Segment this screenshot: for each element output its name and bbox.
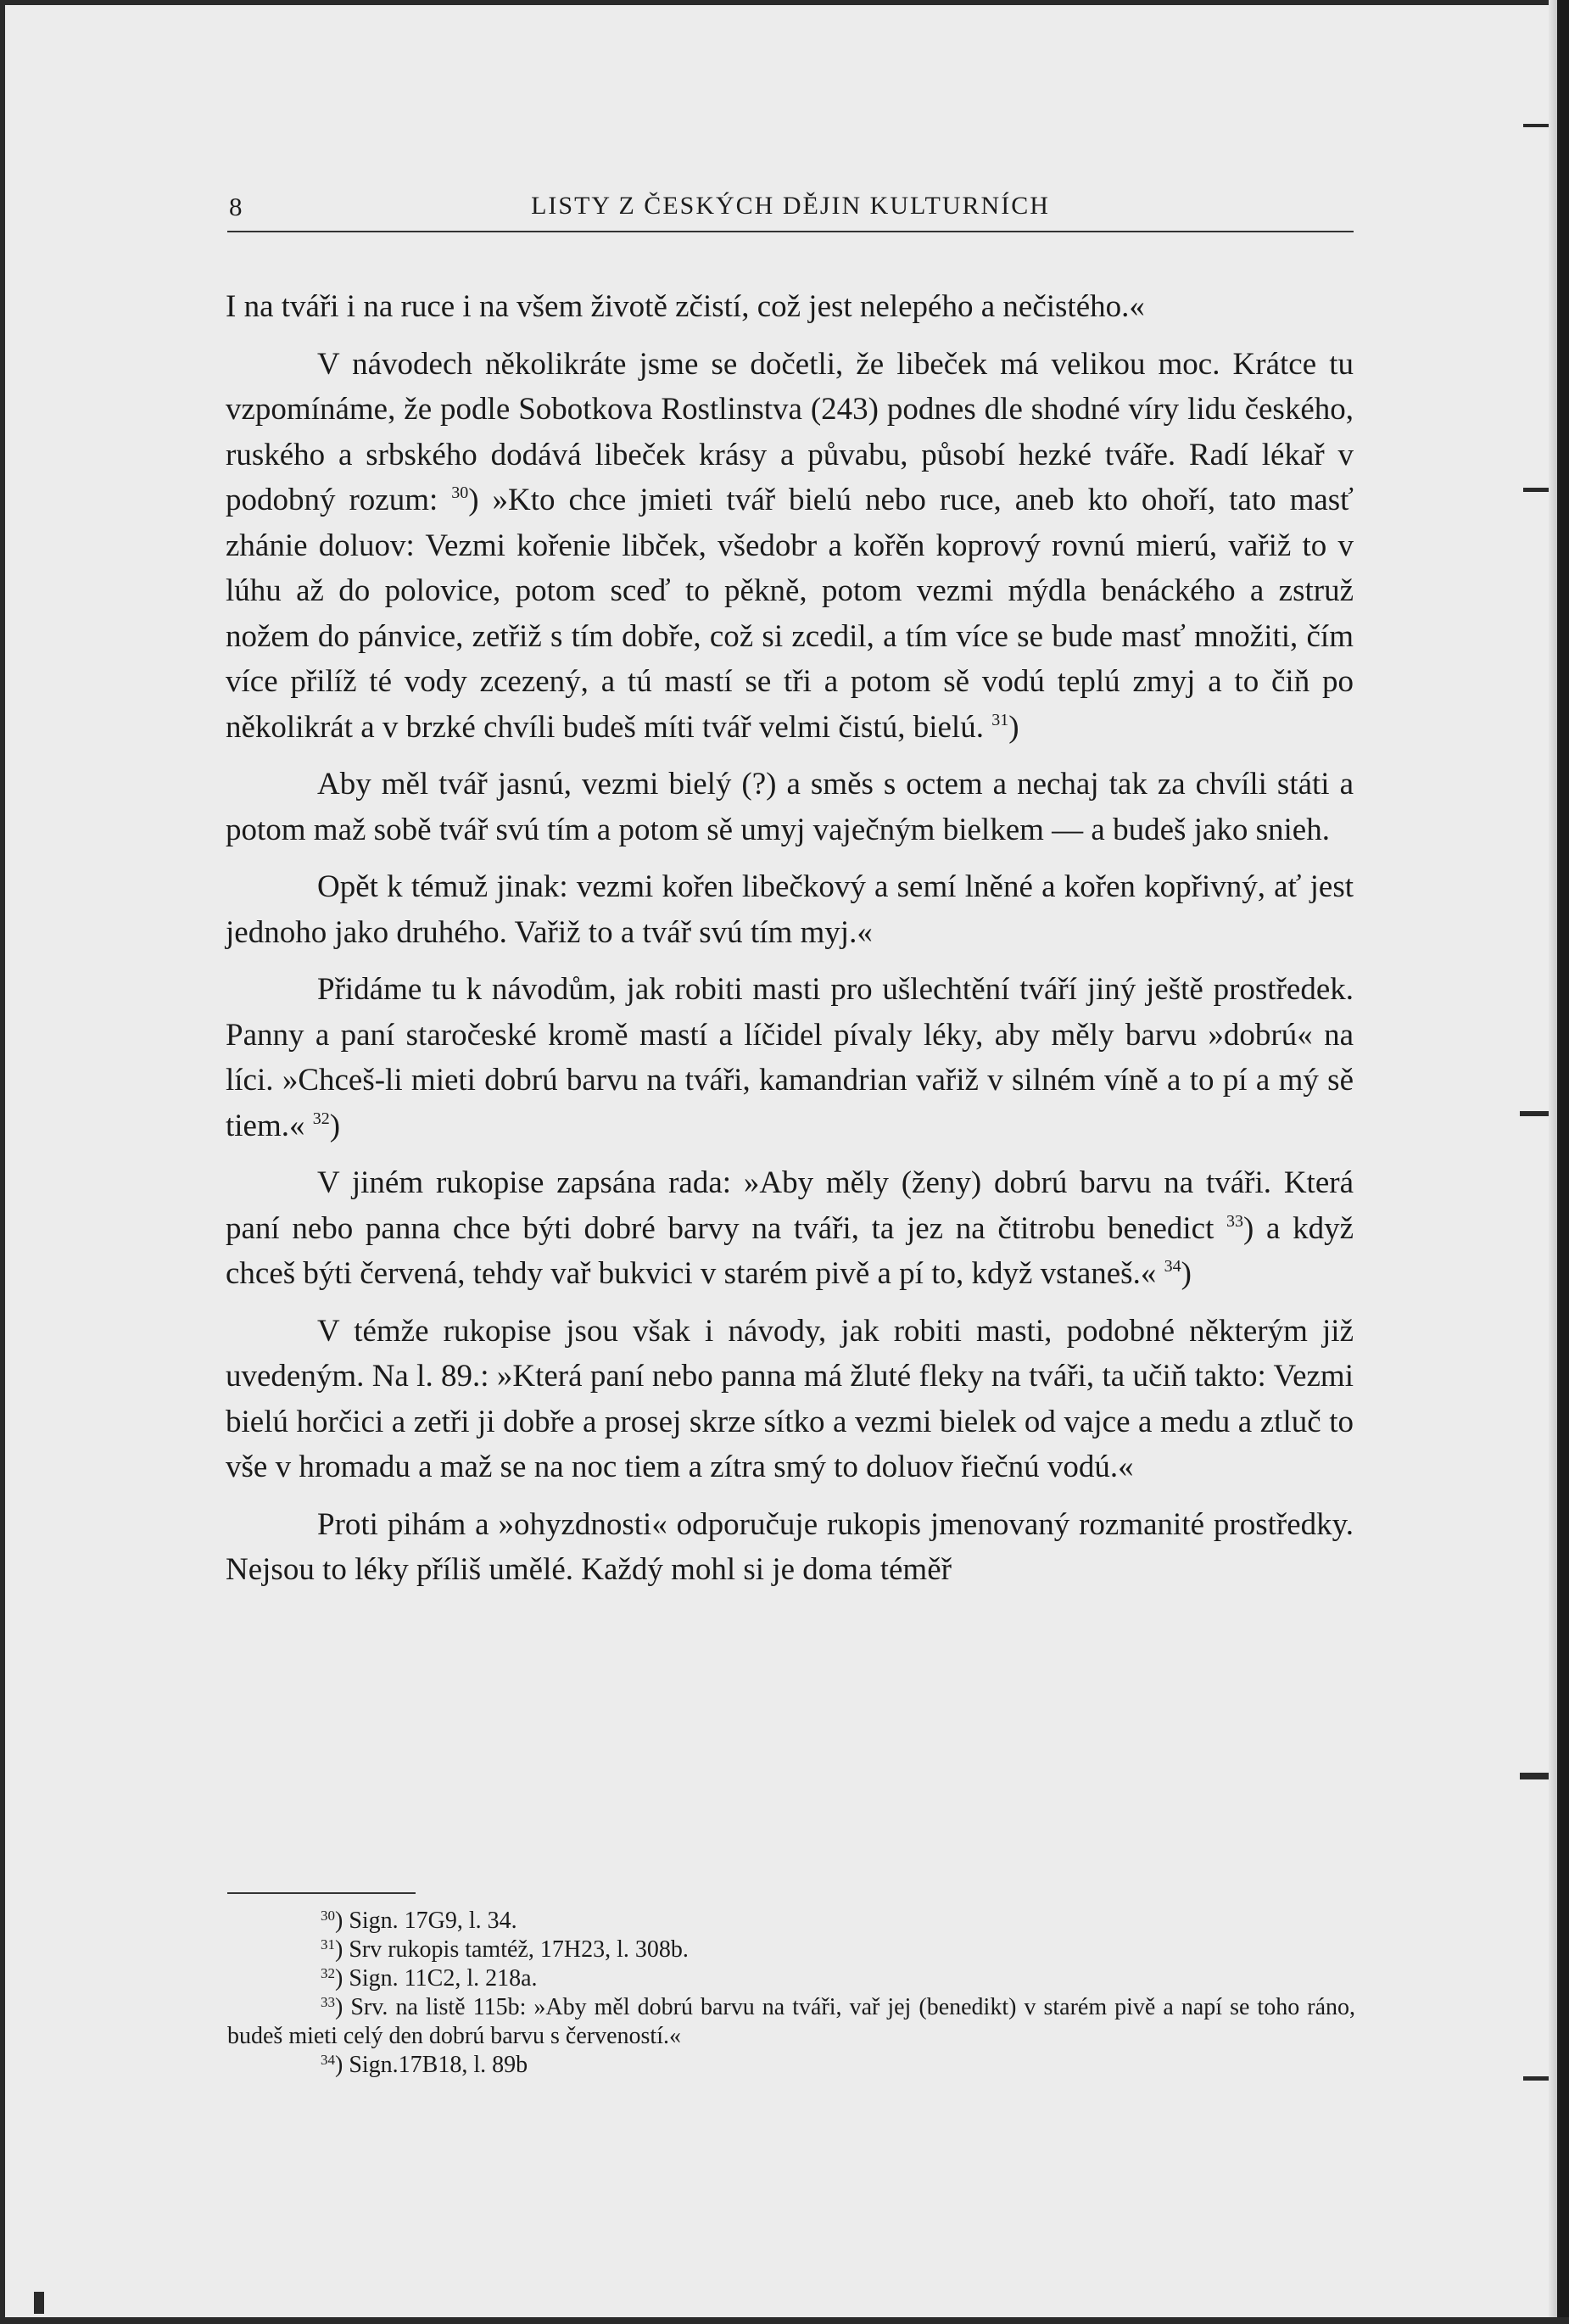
paragraph [226,967,1354,1148]
paragraph-text: V jiném rukopise zapsána rada: »Aby měly (ženy) dobrú barvu na tváři. Která paní nebo panna chce býti dobré barvy na tváři, ta jez na čtitrobu benedict [226,1165,1354,1246]
paragraph-text: ) [329,1108,341,1143]
scan-artifact [1520,1111,1549,1116]
paragraph [226,762,1354,852]
paragraph-text: ) [1008,709,1019,745]
paragraph [226,284,1354,330]
footnote-number: 32 [321,1965,335,1981]
paragraph-text: ) [1181,1256,1192,1291]
scan-right-gutter [1549,0,1557,2324]
paragraph-text: Přidáme tu k návodům, jak robiti masti pro ušlechtění tváří jiný ještě prostředek. Panny a paní staročeské kromě mastí a líčidel pívaly léky, aby měly barvu »dobrú« na líci. »Chceš-li mieti dobrú barvu na tváři, kamandrian vařiž v silném víně a to pí a mý sě tiem.« [226,972,1354,1143]
footnote-text: ) Sign. 17G9, l. 34. [335,1908,517,1934]
paragraph-text: Proti pihám a »ohyzdnosti« odporučuje rukopis jmenovaný rozmanité prostředky. Nejsou to léky příliš umělé. Každý mohl si je doma téměř [226,1506,1354,1587]
paragraph [226,864,1354,955]
footnotes [227,1907,1355,2080]
footnote-ref: 33 [1226,1211,1244,1231]
footnote-number: 34 [321,2052,335,2068]
scan-left-edge [0,0,5,2324]
paragraph-text: ) a když chceš býti červená, tehdy vař bukvici v starém pivě a pí to, když vstaneš.« [226,1210,1354,1291]
footnote [227,2051,1355,2080]
paragraph-text: I na tváři i na ruce i na všem životě zčistí, což jest nelepého a nečistého.« [226,289,1145,324]
paragraph [226,342,1354,751]
footnote-text: ) Sign. 11C2, l. 218a. [335,1965,538,1992]
scan-artifact [1523,488,1549,492]
running-head: LISTY Z ČESKÝCH DĚJIN KULTURNÍCH [531,192,1050,220]
scan-artifact [34,2292,44,2314]
footnote-number: 33 [321,1994,335,2010]
scan-right-edge [1557,0,1569,2324]
scan-artifact [1520,1773,1549,1779]
footnote-text: ) Srv rukopis tamtéž, 17H23, l. 308b. [335,1936,689,1963]
footnote [227,1993,1355,2051]
paragraph [226,1502,1354,1593]
footnote-text: ) Sign.17B18, l. 89b [335,2052,528,2078]
footnote-number: 31 [321,1936,335,1952]
footnote-ref: 31 [991,710,1009,729]
footnote-ref: 32 [312,1109,330,1128]
scan-artifact [1523,2076,1549,2081]
paragraph-text: Aby měl tvář jasnú, vezmi bielý (?) a směs s octem a nechaj tak za chvíli státi a potom maž sobě tvář svú tím a potom sě umyj vaječným bielkem — a budeš jako snieh. [226,767,1354,847]
footnote [227,1964,1355,1993]
page-header [227,192,1354,232]
footnote-ref: 30 [451,483,469,502]
paragraph [226,1160,1354,1297]
page-number: 8 [229,192,243,221]
paragraph [226,1309,1354,1490]
paragraph-text: ) »Kto chce jmieti tvář bielú nebo ruce, aneb kto ohoří, tato masť zhánie doluov: Vezmi kořenie libček, všedobr a kořěn koprový rovnú mierú, vařiž to v lúhu až do polovice, potom sceď to pěkně, potom vezmi mýdla benáckého a zstruž nožem do pánvice, zetřiž s tím dobře, což si zcedil, a tím více se bude masť množiti, čím více přilíž té vody zcezený, a tú mastí se tři a potom sě vodú teplú zmyj a to čiň po několikrát a v brzké chvíli budeš míti tvář velmi čistú, bielú. [226,483,1354,745]
footnote-text: ) Srv. na listě 115b: »Aby měl dobrú barvu na tváři, vař jej (benedikt) v starém pivě a napí se toho ráno, budeš mieti celý den dobrú barvu s červeností.« [227,1994,1355,2049]
scan-top-edge [0,0,1569,5]
footnote-separator [227,1892,416,1894]
footnote [227,1907,1355,1936]
footnote [227,1936,1355,1964]
paragraph-text: Opět k témuž jinak: vezmi kořen libečkový a semí lněné a kořen kopřivný, ať jest jednoho jako druhého. Vařiž to a tvář svú tím myj.« [226,869,1354,950]
body-text [226,284,1354,1605]
scan-bottom-edge [0,2317,1569,2324]
paragraph-text: V témže rukopise jsou však i návody, jak robiti masti, podobné některým již uvedeným. Na l. 89.: »Která paní nebo panna má žluté fleky na tváři, ta učiň takto: Vezmi bielú horčici a zetři ji dobře a prosej skrze sítko a vezmi bielek od vajce a medu a ztluč to vše v hromadu a maž se na noc tiem a zítra smý to doluov řiečnú vodú.« [226,1313,1354,1484]
scan-artifact [1523,124,1549,127]
footnote-number: 30 [321,1908,335,1924]
footnote-ref: 34 [1164,1257,1181,1276]
paragraph-text: V návodech několikráte jsme se dočetli, že libeček má velikou moc. Krátce tu vzpomínáme, že podle Sobotkova Rostlinstva (243) podnes dle shodné víry lidu českého, ruského a srbského dodává libeček krásy a půvabu, působí hezké tváře. Radí lékař v podobný rozum: [226,346,1354,517]
